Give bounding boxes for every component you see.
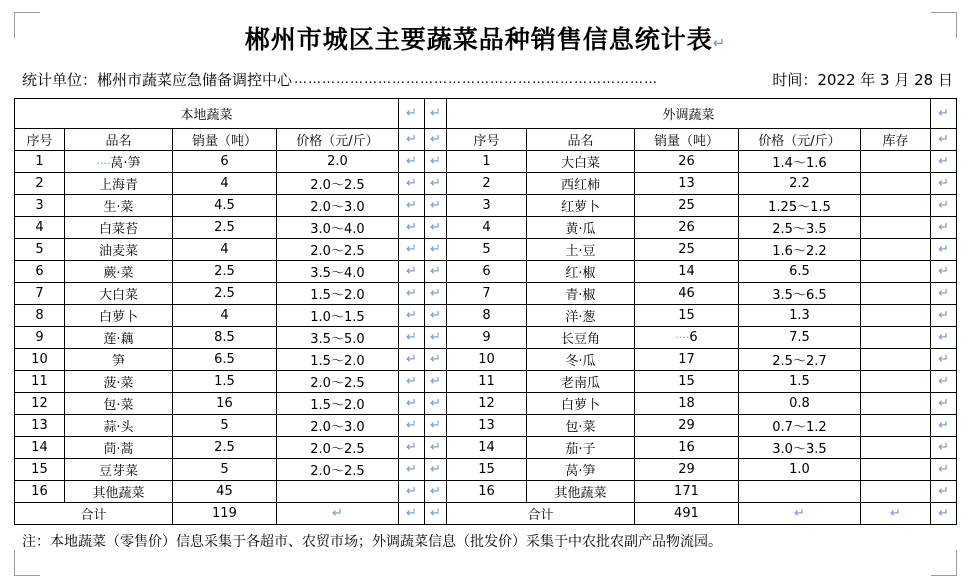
cell-external-price: 6.5 (738, 261, 860, 283)
total-external-stock: ↵ (860, 503, 930, 525)
cell-local-no: 6 (14, 261, 64, 283)
table-row (14, 195, 956, 217)
cell-local-mark: ↵ (398, 349, 424, 371)
total-external-mark: ↵ (931, 503, 957, 525)
cell-external-no: 11 (446, 371, 526, 393)
cell-local-name: 油麦菜 (64, 239, 172, 261)
cell-external-stock (860, 437, 930, 459)
cell-local-volume: 6 (172, 151, 276, 173)
cell-local-price: 2.0 (276, 151, 398, 173)
cell-external-no: 9 (446, 327, 526, 349)
cell-external-no: 1 (446, 151, 526, 173)
cell-external-no: 16 (446, 481, 526, 503)
cell-external-price (738, 481, 860, 503)
cell-local-volume: 2.5 (172, 283, 276, 305)
column-gap-spacer: ↵ (424, 261, 446, 283)
cell-external-name: 老南瓜 (526, 371, 634, 393)
column-gap-spacer: ↵ (424, 99, 446, 129)
cell-local-volume: 45 (172, 481, 276, 503)
cell-local-mark: ↵ (398, 415, 424, 437)
cell-local-price: 2.0～3.0 (276, 195, 398, 217)
cell-local-price: 2.0～2.5 (276, 459, 398, 481)
cell-external-volume: 29 (634, 459, 738, 481)
cell-external-stock (860, 371, 930, 393)
cell-external-price: 1.6～2.2 (738, 239, 860, 261)
cell-local-no: 1 (14, 151, 64, 173)
total-local-mark: ↵ (398, 503, 424, 525)
cell-external-volume: 18 (634, 393, 738, 415)
cell-external-mark: ↵ (931, 261, 957, 283)
cell-external-price: 2.5～3.5 (738, 217, 860, 239)
cell-local-name: 生·菜 (64, 195, 172, 217)
cell-local-volume: 4 (172, 173, 276, 195)
table-row (14, 261, 956, 283)
total-external-price: ↵ (738, 503, 860, 525)
cell-local-name: 其他蔬菜 (64, 481, 172, 503)
cell-local-name: 大白菜 (64, 283, 172, 305)
cell-external-stock (860, 261, 930, 283)
header-external-name: 品名 (526, 129, 634, 151)
cell-external-stock (860, 459, 930, 481)
cell-local-name: 蕨·菜 (64, 261, 172, 283)
cell-external-price: 3.0～3.5 (738, 437, 860, 459)
cell-local-no: 11 (14, 371, 64, 393)
cell-local-price: 1.0～1.5 (276, 305, 398, 327)
cell-local-volume: 8.5 (172, 327, 276, 349)
group-header-external-mark: ↵ (931, 99, 957, 129)
cell-external-price: 1.4～1.6 (738, 151, 860, 173)
statistics-unit-label: 统计单位：郴州市蔬菜应急储备调控中心 (22, 71, 293, 89)
cell-local-no: 9 (14, 327, 64, 349)
cell-external-price: 1.0 (738, 459, 860, 481)
column-gap-spacer: ↵ (424, 437, 446, 459)
cell-local-name: 笋 (64, 349, 172, 371)
cell-external-no: 15 (446, 459, 526, 481)
header-external-no: 序号 (446, 129, 526, 151)
table-column-header-row (14, 129, 956, 151)
cell-external-name: 莴·笋 (526, 459, 634, 481)
table-row (14, 283, 956, 305)
column-gap-spacer: ↵ (424, 415, 446, 437)
cell-external-volume: 13 (634, 173, 738, 195)
cell-external-no: 10 (446, 349, 526, 371)
cell-external-volume-text: 6 (689, 330, 698, 345)
cell-external-stock (860, 151, 930, 173)
cell-external-name: 土·豆 (526, 239, 634, 261)
cell-local-no: 14 (14, 437, 64, 459)
column-gap-spacer: ↵ (424, 503, 446, 525)
cell-local-volume: 2.5 (172, 261, 276, 283)
cell-external-volume: 29 (634, 415, 738, 437)
cell-external-mark: ↵ (931, 151, 957, 173)
paragraph-mark-icon: ↵ (712, 34, 727, 52)
cell-local-mark: ↵ (398, 327, 424, 349)
cell-external-mark: ↵ (931, 217, 957, 239)
statistics-subheader (0, 56, 971, 90)
total-label-external: 合计 (446, 503, 634, 525)
cell-local-volume: 4.5 (172, 195, 276, 217)
cell-local-price: 1.5～2.0 (276, 283, 398, 305)
cell-external-name: 包·菜 (526, 415, 634, 437)
cell-local-volume: 6.5 (172, 349, 276, 371)
table-row (14, 371, 956, 393)
column-gap-spacer: ↵ (424, 349, 446, 371)
cell-local-no: 12 (14, 393, 64, 415)
cell-external-no: 2 (446, 173, 526, 195)
total-label-local: 合计 (14, 503, 172, 525)
cell-external-volume: 25 (634, 195, 738, 217)
crop-mark-bottom-right-v (956, 550, 957, 576)
header-external-price: 价格（元/斤） (738, 129, 860, 151)
cell-external-mark: ↵ (931, 415, 957, 437)
cell-external-mark: ↵ (931, 305, 957, 327)
cell-local-mark: ↵ (398, 217, 424, 239)
header-external-mark: ↵ (931, 129, 957, 151)
cell-local-name: 莲·藕 (64, 327, 172, 349)
column-gap-spacer: ↵ (424, 327, 446, 349)
cell-external-stock (860, 481, 930, 503)
crop-mark-bottom-right-h (931, 575, 957, 576)
table-row (14, 349, 956, 371)
cell-local-price (276, 481, 398, 503)
cell-local-name: 包·菜 (64, 393, 172, 415)
cell-local-volume: 2.5 (172, 437, 276, 459)
cell-external-no: 5 (446, 239, 526, 261)
cell-local-name (64, 151, 172, 173)
cell-external-stock (860, 349, 930, 371)
cell-external-price: 2.5～2.7 (738, 349, 860, 371)
column-gap-spacer: ↵ (424, 481, 446, 503)
cell-external-mark: ↵ (931, 349, 957, 371)
cell-local-mark: ↵ (398, 371, 424, 393)
cell-external-stock (860, 283, 930, 305)
table-row (14, 173, 956, 195)
cell-external-no: 3 (446, 195, 526, 217)
cell-local-no: 13 (14, 415, 64, 437)
cell-local-no: 16 (14, 481, 64, 503)
cell-external-name: 黄·瓜 (526, 217, 634, 239)
column-gap-spacer: ↵ (424, 195, 446, 217)
cell-external-price: 3.5～6.5 (738, 283, 860, 305)
cell-external-volume: 15 (634, 371, 738, 393)
table-row (14, 151, 956, 173)
cell-external-name: 长豆角 (526, 327, 634, 349)
column-gap-spacer: ↵ (424, 151, 446, 173)
crop-mark-bottom-left-v (14, 550, 15, 576)
cell-external-name: 其他蔬菜 (526, 481, 634, 503)
cell-external-name: 白萝卜 (526, 393, 634, 415)
cell-external-name: 冬·瓜 (526, 349, 634, 371)
cell-local-mark: ↵ (398, 261, 424, 283)
cell-external-price: 1.5 (738, 371, 860, 393)
column-gap-spacer: ↵ (424, 305, 446, 327)
cell-local-no: 2 (14, 173, 64, 195)
header-local-price: 价格（元/斤） (276, 129, 398, 151)
cell-external-name: 红·椒 (526, 261, 634, 283)
cell-external-price: 0.7～1.2 (738, 415, 860, 437)
cell-local-no: 5 (14, 239, 64, 261)
table-row (14, 239, 956, 261)
cell-external-no: 6 (446, 261, 526, 283)
header-local-name: 品名 (64, 129, 172, 151)
cell-external-volume: 17 (634, 349, 738, 371)
cell-local-name-text: 莴·笋 (110, 156, 141, 171)
cell-local-mark: ↵ (398, 437, 424, 459)
cell-external-stock (860, 327, 930, 349)
column-gap-spacer: ↵ (424, 173, 446, 195)
cell-external-mark: ↵ (931, 481, 957, 503)
cell-local-no: 4 (14, 217, 64, 239)
group-header-external: 外调蔬菜 (446, 99, 930, 129)
cell-external-mark: ↵ (931, 195, 957, 217)
cell-external-mark: ↵ (931, 459, 957, 481)
header-external-stock: 库存 (860, 129, 930, 151)
cell-external-volume: 26 (634, 217, 738, 239)
cell-local-price: 3.5～5.0 (276, 327, 398, 349)
vegetable-sales-table (14, 98, 957, 525)
cell-local-mark: ↵ (398, 173, 424, 195)
cell-external-stock (860, 305, 930, 327)
cell-external-no: 4 (446, 217, 526, 239)
cell-external-volume: 171 (634, 481, 738, 503)
table-row (14, 393, 956, 415)
cell-local-mark: ↵ (398, 195, 424, 217)
cell-external-name: 茄·子 (526, 437, 634, 459)
cell-local-name: 豆芽菜 (64, 459, 172, 481)
column-gap-spacer: ↵ (424, 239, 446, 261)
column-gap-spacer: ↵ (424, 459, 446, 481)
page-title-text: 郴州市城区主要蔬菜品种销售信息统计表 (244, 25, 713, 54)
cell-external-stock (860, 217, 930, 239)
total-local-price: ↵ (276, 503, 398, 525)
cell-external-volume-prefix: ···· (675, 331, 690, 344)
cell-external-volume: 15 (634, 305, 738, 327)
cell-external-mark: ↵ (931, 327, 957, 349)
cell-external-mark: ↵ (931, 173, 957, 195)
cell-external-price: 2.2 (738, 173, 860, 195)
cell-local-no: 10 (14, 349, 64, 371)
cell-external-mark: ↵ (931, 283, 957, 305)
header-external-volume: 销量（吨） (634, 129, 738, 151)
cell-external-no: 7 (446, 283, 526, 305)
cell-local-name: 白菜苔 (64, 217, 172, 239)
cell-local-volume: 2.5 (172, 217, 276, 239)
table-group-header-row (14, 99, 956, 129)
cell-external-mark: ↵ (931, 371, 957, 393)
cell-external-price: 1.25～1.5 (738, 195, 860, 217)
cell-external-price: 1.3 (738, 305, 860, 327)
column-gap-spacer: ↵ (424, 393, 446, 415)
cell-local-mark: ↵ (398, 283, 424, 305)
cell-local-price: 2.0～2.5 (276, 437, 398, 459)
total-local-volume: 119 (172, 503, 276, 525)
cell-external-no: 8 (446, 305, 526, 327)
column-gap-spacer: ↵ (424, 371, 446, 393)
cell-local-no: 7 (14, 283, 64, 305)
cell-external-stock (860, 239, 930, 261)
cell-external-volume: 46 (634, 283, 738, 305)
cell-local-volume: 16 (172, 393, 276, 415)
dot-leader: …………………………………………………………………… (294, 72, 659, 87)
cell-external-name: 西红柿 (526, 173, 634, 195)
cell-local-price: 2.0～2.5 (276, 173, 398, 195)
cell-local-name: 上海青 (64, 173, 172, 195)
table-total-row (14, 503, 956, 525)
header-local-volume: 销量（吨） (172, 129, 276, 151)
cell-local-price: 2.0～2.5 (276, 239, 398, 261)
cell-external-price: 7.5 (738, 327, 860, 349)
cell-local-price: 3.0～4.0 (276, 217, 398, 239)
crop-mark-top-right-h (931, 12, 957, 13)
cell-local-volume: 5 (172, 459, 276, 481)
column-gap-spacer: ↵ (424, 217, 446, 239)
cell-external-stock (860, 415, 930, 437)
group-header-local-mark: ↵ (398, 99, 424, 129)
column-gap-spacer: ↵ (424, 129, 446, 151)
table-row (14, 217, 956, 239)
cell-local-mark: ↵ (398, 393, 424, 415)
cell-local-name: 茼·蒿 (64, 437, 172, 459)
table-row (14, 305, 956, 327)
cell-external-mark: ↵ (931, 437, 957, 459)
cell-external-mark: ↵ (931, 393, 957, 415)
group-header-local: 本地蔬菜 (14, 99, 398, 129)
crop-mark-top-left-h (14, 12, 40, 13)
cell-local-mark: ↵ (398, 481, 424, 503)
cell-local-price: 1.5～2.0 (276, 393, 398, 415)
cell-local-no: 3 (14, 195, 64, 217)
table-row (14, 481, 956, 503)
cell-local-volume: 4 (172, 239, 276, 261)
cell-local-mark: ↵ (398, 459, 424, 481)
cell-local-volume: 5 (172, 415, 276, 437)
header-local-no: 序号 (14, 129, 64, 151)
crop-mark-bottom-left-h (14, 575, 40, 576)
statistics-date-label: 时间：2022 年 3 月 28 日 (772, 71, 953, 89)
cell-external-price: 0.8 (738, 393, 860, 415)
cell-local-mark: ↵ (398, 305, 424, 327)
cell-external-name: 大白菜 (526, 151, 634, 173)
table-footnote: 注：本地蔬菜（零售价）信息采集于各超市、农贸市场；外调蔬菜信息（批发价）采集于中农批农副产品物流园。 (22, 534, 722, 550)
cell-external-stock (860, 195, 930, 217)
cell-external-volume: 26 (634, 151, 738, 173)
cell-external-mark: ↵ (931, 239, 957, 261)
column-gap-spacer: ↵ (424, 283, 446, 305)
page-title (0, 0, 971, 56)
table-row (14, 459, 956, 481)
table-row (14, 415, 956, 437)
cell-local-name: 蒜·头 (64, 415, 172, 437)
cell-external-volume (634, 327, 738, 349)
cell-external-no: 14 (446, 437, 526, 459)
cell-external-stock (860, 393, 930, 415)
cell-local-mark: ↵ (398, 151, 424, 173)
cell-external-volume: 25 (634, 239, 738, 261)
total-external-volume: 491 (634, 503, 738, 525)
cell-local-price: 2.0～3.0 (276, 415, 398, 437)
cell-local-volume: 4 (172, 305, 276, 327)
cell-local-price: 3.5～4.0 (276, 261, 398, 283)
cell-local-name: 白萝卜 (64, 305, 172, 327)
crop-mark-top-left-v (14, 12, 15, 38)
cell-local-name-prefix: ···· (96, 157, 111, 170)
cell-external-volume: 14 (634, 261, 738, 283)
cell-external-no: 12 (446, 393, 526, 415)
crop-mark-top-right-v (956, 12, 957, 38)
cell-external-no: 13 (446, 415, 526, 437)
cell-local-price: 2.0～2.5 (276, 371, 398, 393)
table-row (14, 437, 956, 459)
cell-local-volume: 1.5 (172, 371, 276, 393)
cell-external-name: 红萝卜 (526, 195, 634, 217)
header-local-mark: ↵ (398, 129, 424, 151)
table-row (14, 327, 956, 349)
cell-local-name: 菠·菜 (64, 371, 172, 393)
cell-external-name: 洋·葱 (526, 305, 634, 327)
cell-local-mark: ↵ (398, 239, 424, 261)
cell-local-no: 8 (14, 305, 64, 327)
cell-local-no: 15 (14, 459, 64, 481)
cell-external-stock (860, 173, 930, 195)
cell-local-price: 1.5～2.0 (276, 349, 398, 371)
cell-external-name: 青·椒 (526, 283, 634, 305)
cell-external-volume: 16 (634, 437, 738, 459)
